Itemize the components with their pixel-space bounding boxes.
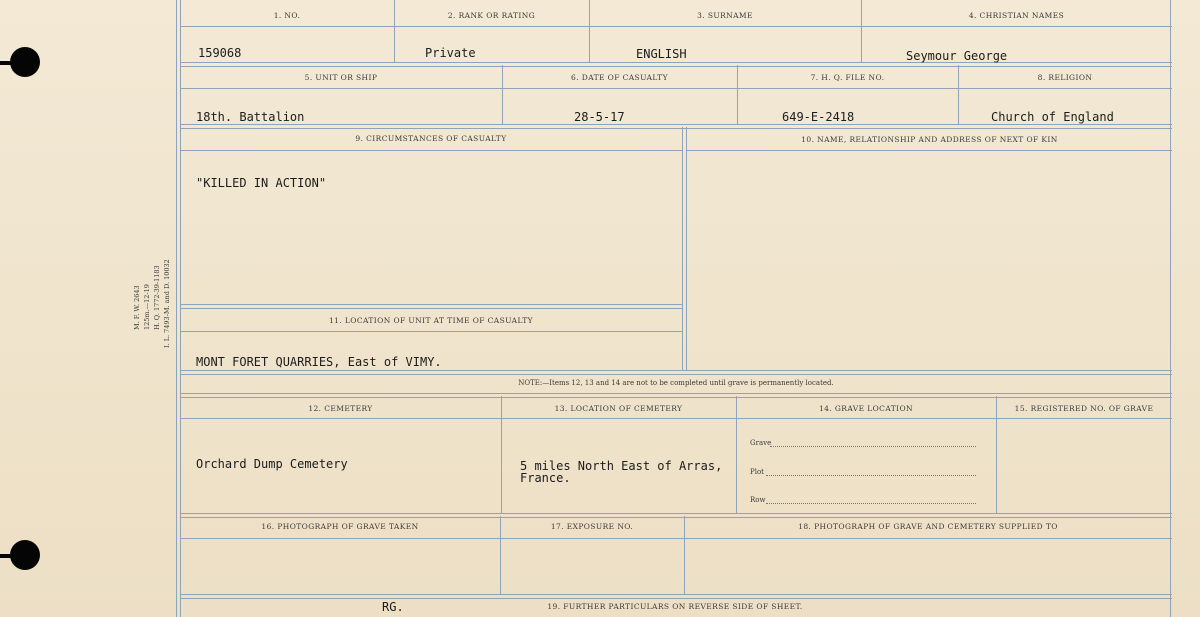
header-exposure: 17. EXPOSURE NO. [550, 522, 634, 531]
grave-field-label: Grave [750, 439, 772, 447]
value-location-unit: MONT FORET QUARRIES, East of VIMY. [196, 355, 442, 369]
header-surname: 3. SURNAME [697, 11, 753, 20]
form-code-line1: M. F. W. 2643 [133, 285, 141, 330]
value-unit: 18th. Battalion [196, 110, 305, 124]
header-next-of-kin: 10. NAME, RELATIONSHIP AND ADDRESS OF NEXT OF KIN [801, 135, 1058, 144]
row-field-line [766, 503, 976, 504]
punch-hole-tab-bottom [0, 554, 12, 558]
value-cemetery: Orchard Dump Cemetery [196, 457, 348, 471]
value-rg: RG. [382, 600, 404, 614]
punch-hole-top [10, 47, 40, 77]
value-date: 28-5-17 [574, 110, 625, 124]
form-code-line2: 125m.—12-19 [143, 284, 151, 330]
header-location-unit: 11. LOCATION OF UNIT AT TIME OF CASUALTY [329, 316, 533, 325]
value-religion: Church of England [991, 110, 1114, 124]
value-rank: Private [425, 46, 476, 60]
header-no: 1. NO. [273, 11, 301, 20]
form-code-line4: I. L. 7493-M. and D. 10032 [163, 259, 171, 348]
plot-field-label: Plot [750, 468, 764, 476]
header-registered-no: 15. REGISTERED NO. OF GRAVE [1014, 404, 1154, 413]
value-surname: ENGLISH [636, 47, 687, 61]
form-code-line3: H. Q. 1772-39-1183 [153, 265, 161, 330]
header-cemetery: 12. CEMETERY [308, 404, 373, 413]
header-circumstances: 9. CIRCUMSTANCES OF CASUALTY [355, 134, 507, 143]
punch-hole-tab-top [0, 61, 12, 65]
header-location-cemetery: 13. LOCATION OF CEMETERY [554, 404, 683, 413]
row-field-label: Row [750, 496, 766, 504]
value-hq-file: 649-E-2418 [782, 110, 855, 124]
header-photo-taken: 16. PHOTOGRAPH OF GRAVE TAKEN [261, 522, 419, 531]
grave-field-line [770, 446, 976, 447]
header-photo-supplied: 18. PHOTOGRAPH OF GRAVE AND CEMETERY SUPPLIED TO [798, 522, 1058, 531]
header-religion: 8. RELIGION [1037, 73, 1093, 82]
value-location-cemetery-line1: 5 miles North East of Arras, [520, 459, 723, 473]
header-hq-file: 7. H. Q. FILE NO. [810, 73, 885, 82]
value-circumstances: "KILLED IN ACTION" [196, 176, 327, 190]
header-date: 6. DATE OF CASUALTY [571, 73, 668, 82]
header-christian-names: 4. CHRISTIAN NAMES [968, 11, 1065, 20]
value-christian-names: Seymour George [906, 49, 1008, 63]
note-text: NOTE:—Items 12, 13 and 14 are not to be completed until grave is permanently located. [518, 379, 834, 387]
header-grave-location: 14. GRAVE LOCATION [818, 404, 914, 413]
punch-hole-bottom [10, 540, 40, 570]
header-further-particulars: 19. FURTHER PARTICULARS ON REVERSE SIDE OF SHEET. [547, 602, 803, 611]
header-rank: 2. RANK OR RATING [447, 11, 536, 20]
plot-field-line [766, 475, 976, 476]
value-no: 159068 [198, 46, 242, 60]
header-unit: 5. UNIT OR SHIP [304, 73, 378, 82]
value-location-cemetery-line2: France. [520, 471, 571, 485]
